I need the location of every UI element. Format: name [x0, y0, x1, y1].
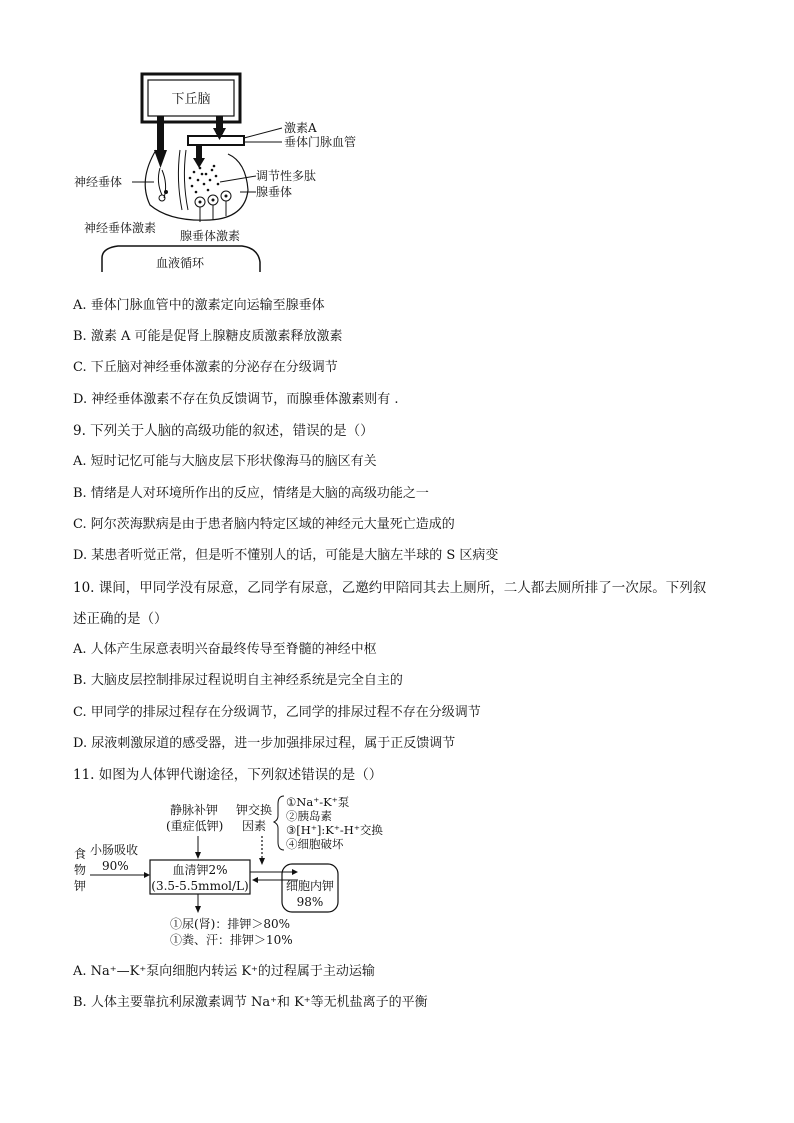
adeno-hormone-label: 腺垂体激素 — [180, 229, 241, 243]
hormone-a-label: 激素A — [284, 121, 317, 135]
exchange-factor-label: 因素 — [242, 819, 267, 833]
serum-potassium-label: 血清钾2% — [172, 863, 228, 877]
q8-option-c[interactable]: C. 下丘脑对神经垂体激素的分泌存在分级调节 — [73, 360, 338, 375]
blood-circulation-label: 血液循环 — [155, 256, 205, 270]
q8-option-a[interactable]: A. 垂体门脉血管中的激素定向运输至腺垂体 — [73, 298, 325, 313]
q9-stem: 9. 下列关于人脑的高级功能的叙述，错误的是（） — [73, 423, 374, 439]
q9-option-c[interactable]: C. 阿尔茨海默病是由于患者脑内特定区域的神经元大量死亡造成的 — [73, 517, 455, 532]
food-label-3: 钾 — [74, 879, 87, 893]
portal-vessel-label: 垂体门脉血管 — [284, 135, 357, 149]
q10-option-b[interactable]: B. 大脑皮层控制排尿过程说明自主神经系统是完全自主的 — [73, 673, 403, 688]
pituitary-diagram — [70, 70, 400, 280]
q11-option-b[interactable]: B. 人体主要靠抗利尿激素调节 Na⁺和 K⁺等无机盐离子的平衡 — [73, 995, 428, 1010]
hypothalamus-label: 下丘脑 — [171, 92, 211, 107]
q9-option-b[interactable]: B. 情绪是人对环境所作出的反应，情绪是大脑的高级功能之一 — [73, 486, 429, 501]
factor-3: ③[H⁺]:K⁺-H⁺交换 — [286, 823, 383, 837]
intestine-label: 小肠吸收 — [90, 843, 139, 857]
q10-option-d[interactable]: D. 尿液刺激尿道的感受器，进一步加强排尿过程，属于正反馈调节 — [73, 736, 456, 751]
intracellular-percent: 98% — [296, 895, 324, 909]
food-label-2: 物 — [74, 863, 87, 877]
adenohypophysis-label: 腺垂体 — [256, 185, 293, 199]
exchange-label: 钾交换 — [236, 803, 273, 817]
food-label-1: 食 — [74, 847, 87, 861]
q11-option-a[interactable]: A. Na⁺—K⁺泵向细胞内转运 K⁺的过程属于主动运输 — [73, 964, 375, 979]
q8-option-b[interactable]: B. 激素 A 可能是促肾上腺糖皮质激素释放激素 — [73, 329, 343, 344]
excretion-feces-sweat: ①粪、汗：排钾＞10% — [170, 933, 293, 947]
factor-1: ①Na⁺-K⁺泵 — [286, 795, 350, 809]
q10-stem-line1: 10. 课间，甲同学没有尿意，乙同学有尿意，乙邀约甲陪同其去上厕所，二人都去厕所排了一次尿。下列叙 — [73, 580, 707, 596]
factor-4: ④细胞破坏 — [286, 837, 344, 851]
q10-option-c[interactable]: C. 甲同学的排尿过程存在分级调节，乙同学的排尿过程不存在分级调节 — [73, 705, 481, 720]
q9-option-d[interactable]: D. 某患者听觉正常，但是听不懂别人的话，可能是大脑左半球的 S 区病变 — [73, 548, 499, 563]
q9-option-a[interactable]: A. 短时记忆可能与大脑皮层下形状像海马的脑区有关 — [73, 454, 377, 469]
intestine-percent: 90% — [102, 859, 129, 873]
neurohypophysis-label: 神经垂体 — [74, 175, 123, 189]
serum-range-label: (3.5-5.5mmol/L) — [151, 879, 249, 893]
intracellular-potassium-label: 细胞内钾 — [285, 879, 335, 893]
q10-stem-line2: 述正确的是（） — [73, 611, 168, 627]
iv-potassium-note: (重症低钾) — [166, 819, 224, 833]
q11-stem: 11. 如图为人体钾代谢途径，下列叙述错误的是（） — [73, 767, 383, 783]
potassium-metabolism-diagram — [70, 792, 410, 952]
excretion-urine: ①尿(肾)：排钾＞80% — [170, 917, 291, 931]
iv-potassium-label: 静脉补钾 — [170, 803, 219, 817]
factor-2: ②胰岛素 — [286, 809, 332, 823]
neuro-hormone-label: 神经垂体激素 — [84, 221, 157, 235]
regulatory-peptide-label: 调节性多肽 — [256, 169, 317, 183]
q8-option-d[interactable]: D. 神经垂体激素不存在负反馈调节，而腺垂体激素则有 . — [73, 392, 399, 407]
q10-option-a[interactable]: A. 人体产生尿意表明兴奋最终传导至脊髓的神经中枢 — [73, 642, 377, 657]
